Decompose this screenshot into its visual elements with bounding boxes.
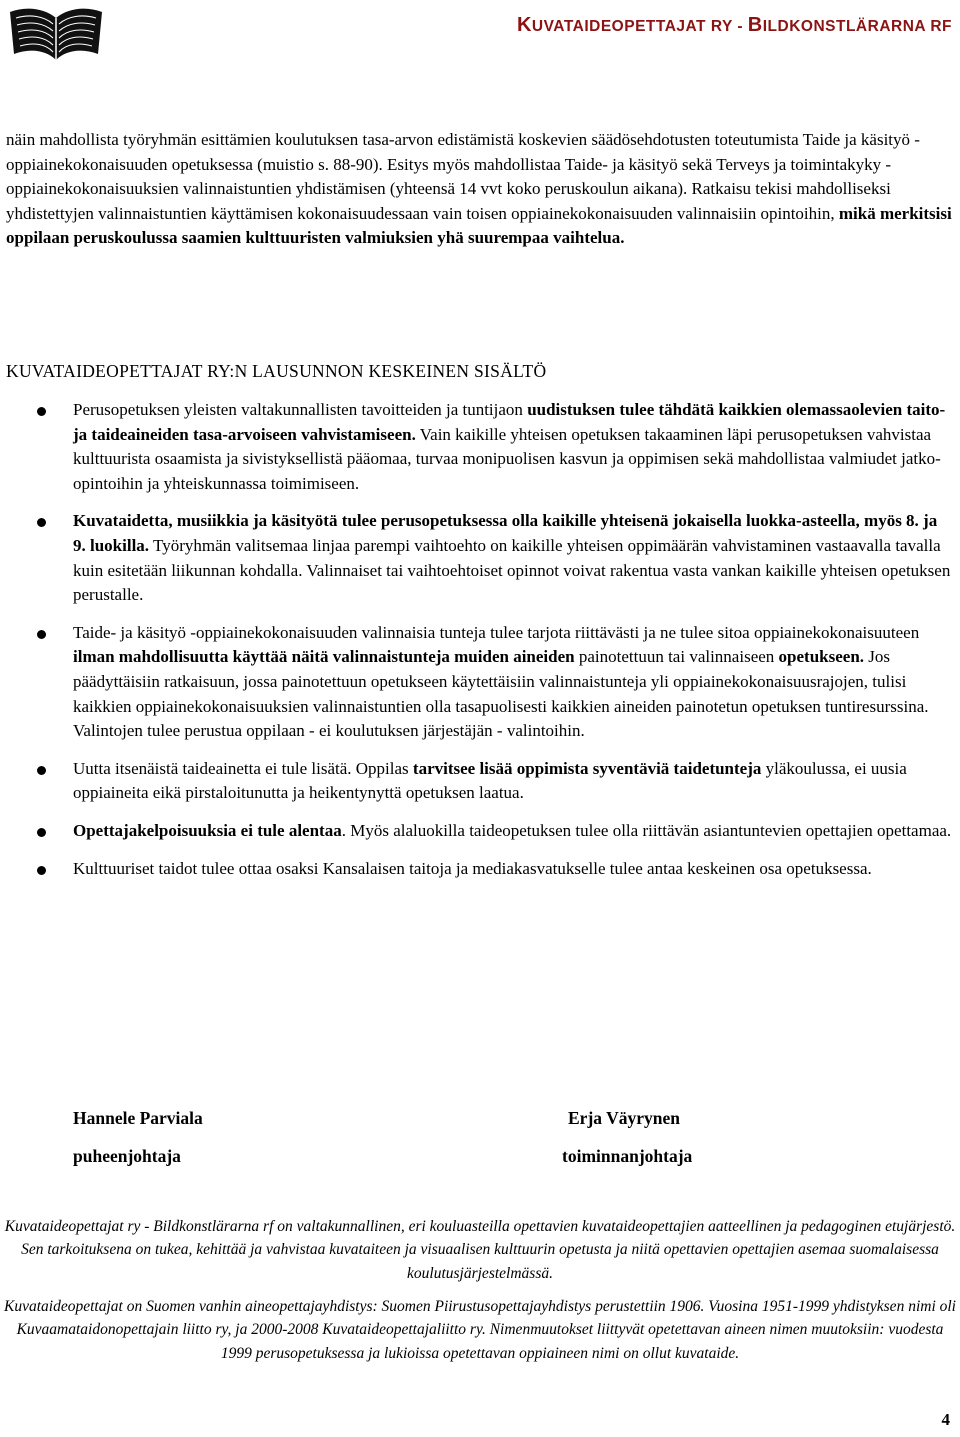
open-book-logo-icon bbox=[6, 4, 106, 66]
signature-left-name: Hannele Parviala bbox=[73, 1108, 203, 1128]
signature-right-title: toiminnanjohtaja bbox=[562, 1146, 693, 1166]
list-item: Uutta itsenäistä taideainetta ei tule lisätä. Oppilas tarvitsee lisää oppimista syventäviä taidetunteja yläkoulussa, ei uusia oppiaineita eikä pirstaloitunutta ja heikentynyttä opetuksen laatua. bbox=[0, 757, 953, 806]
bullet-icon bbox=[37, 866, 46, 875]
list-item: Perusopetuksen yleisten valtakunnallisten tavoitteiden ja tuntijaon uudistuksen tulee tähdätä kaikkien olemassaolevien taito- ja taideaineiden tasa-arvoiseen vahvistamiseen. Vain kaikille yhteisen opetuksen takaaminen läpi perusopetuksen vahvistaa kulttuurista osaamista ja sivistyksellistä pääomaa, turvaa monipuolisen kasvun ja oppimisen sekä mahdollistaa valmiudet jatko-opintoihin ja yhteiskunnassa toimimiseen. bbox=[0, 398, 953, 496]
section-heading: KUVATAIDEOPETTAJAT RY:N LAUSUNNON KESKEINEN SISÄLTÖ bbox=[6, 361, 547, 381]
key-points-list bbox=[0, 398, 960, 894]
bullet-icon bbox=[37, 407, 46, 416]
bullet-icon bbox=[37, 828, 46, 837]
signature-left-title: puheenjohtaja bbox=[73, 1146, 181, 1166]
bullet-icon bbox=[37, 766, 46, 775]
footer-about-paragraph: Kuvataideopettajat ry - Bildkonstlärarna rf on valtakunnallinen, eri kouluasteilla opettavien kuvataideopettajien aatteellinen ja pedagoginen etujärjestö. Sen tarkoituksena on tukea, kehittää ja vahvistaa kuvataiteen ja visuaalisen kulttuurin opetusta ja niitä opettavien opettajien asemaa suomalaisessa koulutusjärjestelmässä. bbox=[4, 1218, 956, 1282]
list-item: Kulttuuriset taidot tulee ottaa osaksi Kansalaisen taitoja ja mediakasvatukselle tulee antaa keskeinen osa opetuksessa. bbox=[0, 857, 953, 882]
organization-header: KUVATAIDEOPETTAJAT RY - BILDKONSTLÄRARNA RF bbox=[516, 14, 952, 36]
list-item: Taide- ja käsityö -oppiainekokonaisuuden valinnaisia tunteja tulee tarjota riittävästi ja ne tulee sitoa oppiainekokonaisuuteen ilman mahdollisuutta käyttää näitä valinnaistunteja muiden aineiden painotettuun tai valinnaiseen opetukseen. Jos päädyttäisiin ratkaisuun, jossa painotettuun opetukseen käytettäisiin valinnaistunteja yli oppiainekokonaisuusrajojen, tulisi kaikkien oppiainekokonaisuuksien valinnaistuntien olla tasapuolisesti kaikkien aineiden painotetun opetuksen tuntiresurssina. Valintojen tulee perustua oppilaan - ei koulutuksen järjestäjän - valintoihin. bbox=[0, 621, 953, 744]
list-item: Kuvataidetta, musiikkia ja käsityötä tulee perusopetuksessa olla kaikille yhteisenä jokaisella luokka-asteella, myös 8. ja 9. luokilla. Työryhmän valitsemaa linjaa parempi vaihtoehto on kaikille yhteisen oppimäärän vahvistaminen vastaavalla tavalla kuin esitetään liikunnan kohdalla. Valinnaiset tai vaihtoehtoiset opinnot voivat rakentua vasta vankan kaikille yhteisen opetuksen perustalle. bbox=[0, 509, 953, 607]
footer-history-paragraph: Kuvataideopettajat on Suomen vanhin aineopettajayhdistys: Suomen Piirustusopettajayhdistys perustettiin 1906. Vuosina 1951-1999 yhdistyksen nimi oli Kuvaamataidonopettajain liitto ry, ja 2000-2008 Kuvataideopettajaliitto ry. Nimenmuutokset liittyvät opetettavan aineen nimen muutoksiin: vuodesta 1999 perusopetuksessa ja lukioissa opetettavan oppiaineen nimi on ollut kuvataide. bbox=[4, 1298, 956, 1362]
signature-right-name: Erja Väyrynen bbox=[568, 1108, 680, 1128]
page-number: 4 bbox=[941, 1410, 950, 1429]
bullet-icon bbox=[37, 630, 46, 639]
list-item: Opettajakelpoisuuksia ei tule alentaa. Myös alaluokilla taideopetuksen tulee olla riittävän asiantuntevien opettajien opettamaa. bbox=[0, 819, 953, 844]
intro-paragraph: näin mahdollista työryhmän esittämien koulutuksen tasa-arvon edistämistä koskevien säädösehdotusten toteutumista Taide ja käsityö -oppiainekokonaisuuden opetuksessa (muistio s. 88-90). Esitys myös mahdollistaa Taide- ja käsityö sekä Terveys ja toimintakyky -oppiainekokonaisuuksien valinnaistuntien yhdistämisen (yhteensä 14 vvt koko peruskoulun aikana). Ratkaisu tekisi mahdolliseksi yhdistettyjen valinnaistuntien käyttämisen kokonaisuudessaan vain toisen oppiainekokonaisuuden valinnaisiin opintoihin, mikä merkitsisi oppilaan peruskoulussa saamien kulttuuristen valmiuksien yhä suurempaa vaihtelua. bbox=[6, 130, 952, 248]
bullet-icon bbox=[37, 518, 46, 527]
